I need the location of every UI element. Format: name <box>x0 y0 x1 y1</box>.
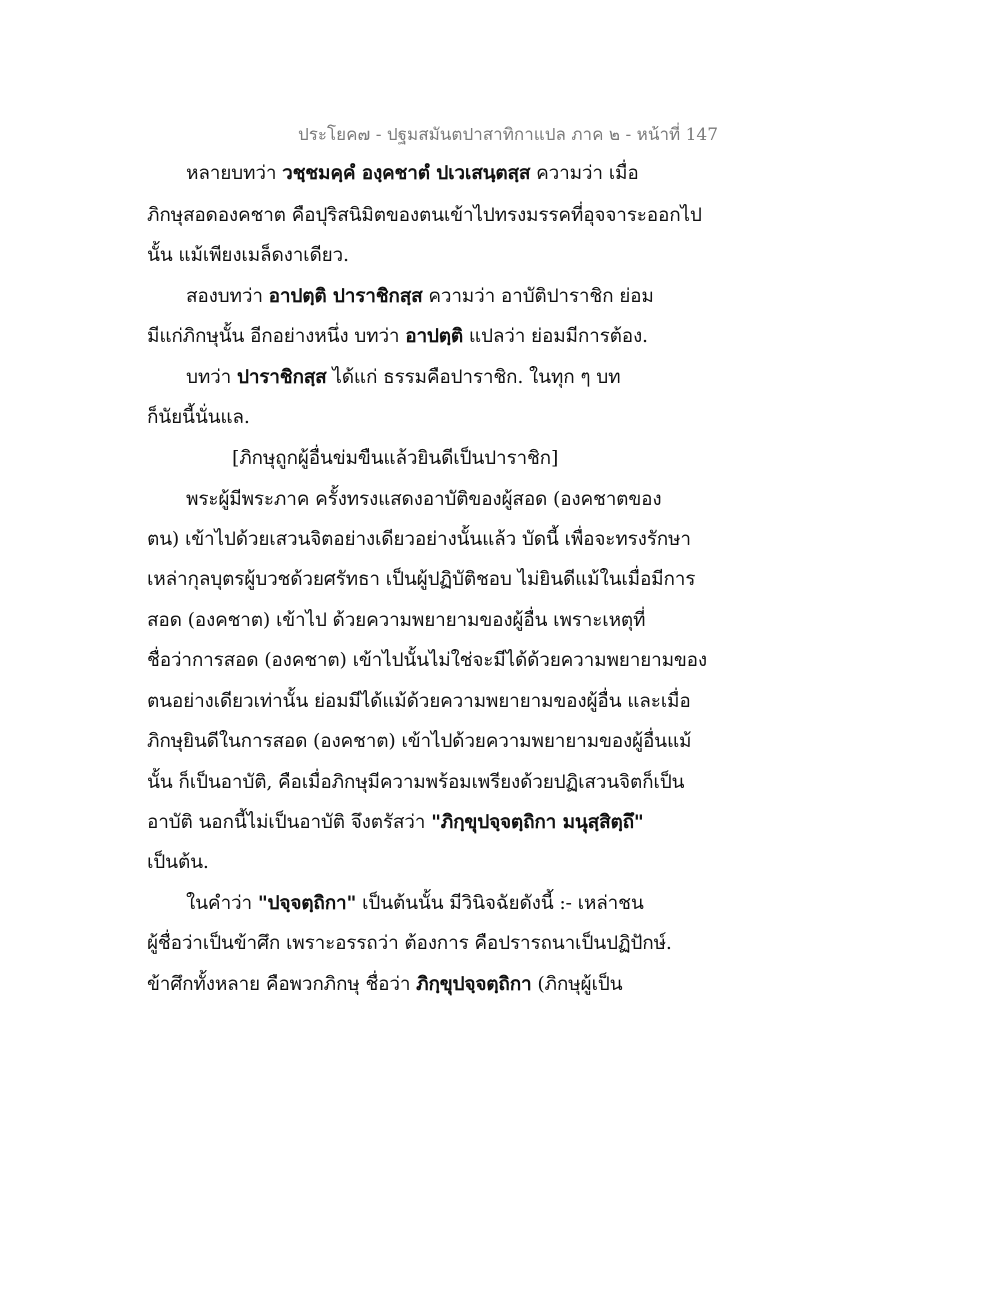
bold-term: "ภิกฺขุปจฺจตฺถิกา มนุสฺสิตฺถึ" <box>431 811 644 833</box>
text-run: ข้าศึกทั้งหลาย คือพวกภิกษุ ชื่อว่า <box>147 973 417 995</box>
text-run: ตน) เข้าไปด้วยเสวนจิตอย่างเดียวอย่างนั้นแล้ว บัดนี้ เพื่อจะทรงรักษา <box>147 528 691 550</box>
text-line <box>147 607 645 633</box>
text-run: พระผู้มีพระภาค ครั้งทรงแสดงอาบัติของผู้สอด (องคชาตของ <box>186 488 662 510</box>
text-run: ชื่อว่าการสอด (องคชาต) เข้าไปนั้นไม่ใช่จะมีได้ด้วยความพยายามของ <box>147 649 707 671</box>
text-run: แปลว่า ย่อมมีการต้อง. <box>463 325 648 347</box>
text-line <box>147 404 250 430</box>
text-run: เป็นต้นนั้น มีวินิจฉัยดังนี้ :- เหล่าชน <box>356 892 644 914</box>
text-line <box>186 160 639 186</box>
section-heading <box>232 445 558 471</box>
text-line <box>147 728 691 754</box>
text-run: ภิกษุสอดองคชาต คือปุริสนิมิตของตนเข้าไปทรงมรรคที่อุจจาระออกไป <box>147 204 702 226</box>
bold-term: อาปตฺติ ปาราชิกสฺส <box>268 285 423 307</box>
text-run: เป็นต้น. <box>147 851 209 873</box>
bold-term: อาปตฺติ <box>405 325 464 347</box>
text-line <box>186 283 654 309</box>
text-run: มีแก่ภิกษุนั้น อีกอย่างหนึ่ง บทว่า <box>147 325 406 347</box>
text-run: [ภิกษุถูกผู้อื่นข่มขืนแล้วยินดีเป็นปาราชิก] <box>232 447 559 469</box>
bold-term: "ปจฺจตฺถิกา" <box>257 892 357 914</box>
text-run: ก็นัยนี้นั่นแล. <box>147 406 250 428</box>
page-header: ประโยค๗ - ปฐมสมันตปาสาทิกาแปล ภาค ๒ - หน้าที่ 147 <box>298 125 719 145</box>
text-line <box>147 769 684 795</box>
text-line <box>147 242 349 268</box>
text-line <box>147 323 648 349</box>
text-run: เหล่ากุลบุตรผู้บวชด้วยศรัทธา เป็นผู้ปฏิบัติชอบ ไม่ยินดีแม้ในเมื่อมีการ <box>147 568 696 590</box>
text-run: ได้แก่ ธรรมคือปาราชิก. ในทุก ๆ บท <box>326 366 621 388</box>
text-line <box>147 526 691 552</box>
text-run: ความว่า เมื่อ <box>530 162 639 184</box>
text-run: นั้น ก็เป็นอาบัติ, คือเมื่อภิกษุมีความพร้อมเพรียงด้วยปฏิเสวนจิตก็เป็น <box>147 771 685 793</box>
bold-term: วชฺชมคฺคํ องฺคชาตํ ปเวเสนฺตสฺส <box>282 162 531 184</box>
text-line <box>147 688 691 714</box>
text-line <box>147 809 644 835</box>
text-run: หลายบทว่า <box>186 162 283 184</box>
text-line <box>186 486 661 512</box>
text-run: สองบทว่า <box>186 285 269 307</box>
text-run: สอด (องคชาต) เข้าไป ด้วยความพยายามของผู้อื่น เพราะเหตุที่ <box>147 609 646 631</box>
text-run: ความว่า อาบัติปาราชิก ย่อม <box>422 285 654 307</box>
text-run: บทว่า <box>186 366 237 388</box>
text-run: (ภิกษุผู้เป็น <box>531 973 623 995</box>
text-run: ในคำว่า <box>186 892 258 914</box>
text-line <box>147 647 707 673</box>
text-line <box>147 849 209 875</box>
text-run: ผู้ชื่อว่าเป็นข้าศึก เพราะอรรถว่า ต้องการ คือปรารถนาเป็นปฏิปักษ์. <box>147 932 672 954</box>
text-run: นั้น แม้เพียงเมล็ดงาเดียว. <box>147 244 349 266</box>
text-line <box>147 971 622 997</box>
text-run: ภิกษุยินดีในการสอด (องคชาต) เข้าไปด้วยความพยายามของผู้อื่นแม้ <box>147 730 692 752</box>
text-line <box>147 566 695 592</box>
bold-term: ภิกฺขุปจฺจตฺถิกา <box>416 973 532 995</box>
text-run: ตนอย่างเดียวเท่านั้น ย่อมมีได้แม้ด้วยความพยายามของผู้อื่น และเมื่อ <box>147 690 691 712</box>
text-run: อาบัติ นอกนี้ไม่เป็นอาบัติ จึงตรัสว่า <box>147 811 432 833</box>
text-line <box>147 202 702 228</box>
text-line <box>186 364 620 390</box>
text-line <box>186 890 644 916</box>
text-line <box>147 930 672 956</box>
bold-term: ปาราชิกสฺส <box>236 366 327 388</box>
